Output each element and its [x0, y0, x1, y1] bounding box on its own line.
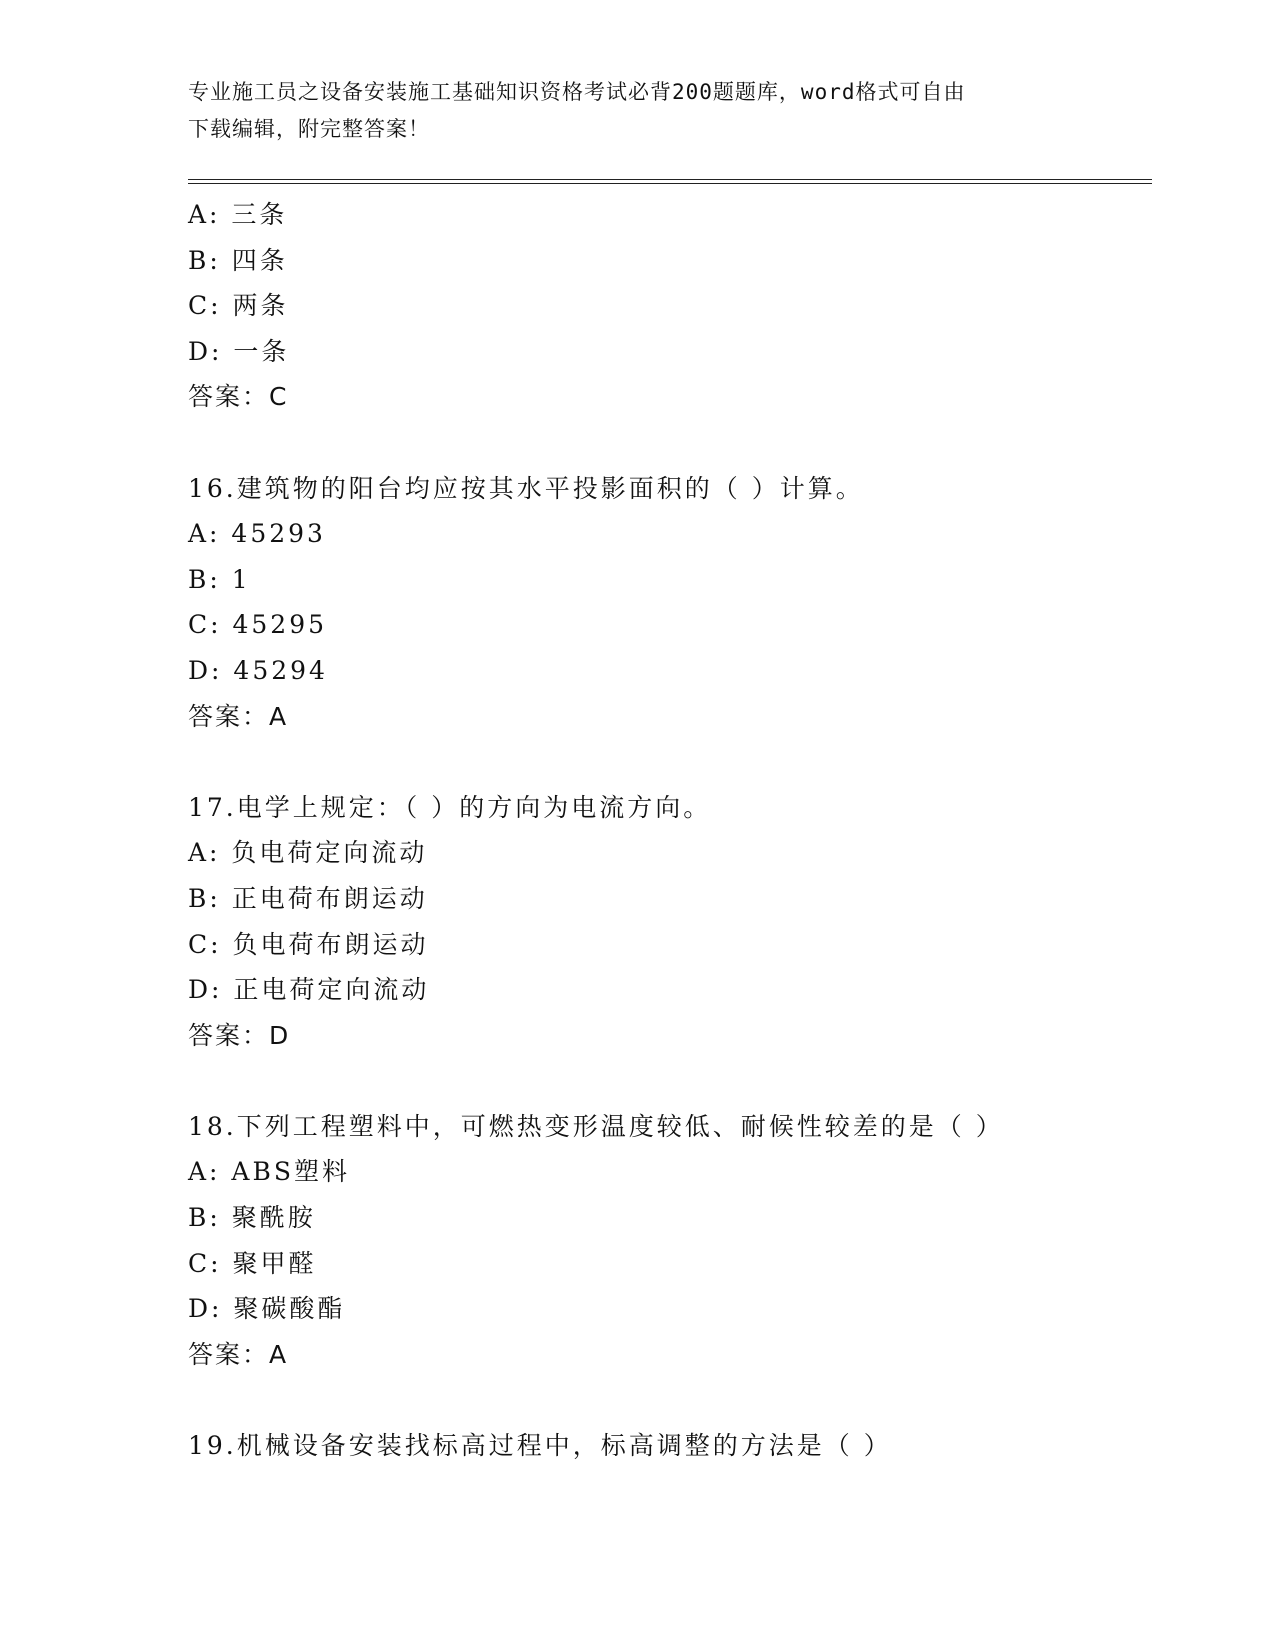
- option-d: D: 聚碳酸酯: [188, 1294, 346, 1324]
- question-stem: 18.下列工程塑料中，可燃热变形温度较低、耐候性较差的是（ ）: [188, 1111, 1004, 1141]
- answer-line: 答案：A: [188, 701, 289, 731]
- question-stem: 16.建筑物的阳台均应按其水平投影面积的（ ）计算。: [188, 473, 864, 503]
- option-c: C: 两条: [188, 291, 289, 321]
- document-header: [188, 74, 1088, 148]
- option-b: B: 1: [188, 564, 251, 594]
- question-stem: 19.机械设备安装找标高过程中，标高调整的方法是（ ）: [188, 1431, 892, 1461]
- header-divider-bottom: [188, 183, 1152, 184]
- question-19: [188, 1423, 1152, 1469]
- option-b: B: 聚酰胺: [188, 1203, 316, 1233]
- header-line-1: 专业施工员之设备安装施工基础知识资格考试必背200题题库，word格式可自由: [188, 80, 966, 104]
- spacer: [188, 1058, 1152, 1104]
- spacer: [188, 1377, 1152, 1423]
- option-a: A: ABS塑料: [188, 1157, 350, 1187]
- option-d: D: 45294: [188, 655, 328, 685]
- header-divider-top: [188, 179, 1152, 180]
- option-a: A: 45293: [188, 519, 326, 549]
- question-stem: 17.电学上规定：（ ）的方向为电流方向。: [188, 792, 712, 822]
- answer-line: 答案：D: [188, 1020, 291, 1050]
- header-line-2: 下载编辑，附完整答案！: [188, 117, 430, 141]
- option-d: D: 一条: [188, 336, 290, 366]
- option-a: A: 三条: [188, 200, 288, 229]
- question-17: [188, 785, 1152, 1059]
- option-b: B: 四条: [188, 245, 288, 275]
- question-18: [188, 1104, 1152, 1378]
- option-d: D: 正电荷定向流动: [188, 975, 430, 1005]
- answer-line: 答案：C: [188, 382, 289, 412]
- option-c: C: 45295: [188, 610, 328, 640]
- spacer: [188, 420, 1152, 466]
- option-c: C: 负电荷布朗运动: [188, 929, 429, 959]
- answer-line: 答案：A: [188, 1339, 289, 1369]
- option-a: A: 负电荷定向流动: [188, 838, 428, 868]
- question-15-tail: [188, 192, 1152, 420]
- question-list: [188, 192, 1152, 1469]
- option-b: B: 正电荷布朗运动: [188, 883, 428, 913]
- spacer: [188, 739, 1152, 785]
- question-16: [188, 466, 1152, 740]
- option-c: C: 聚甲醛: [188, 1248, 317, 1278]
